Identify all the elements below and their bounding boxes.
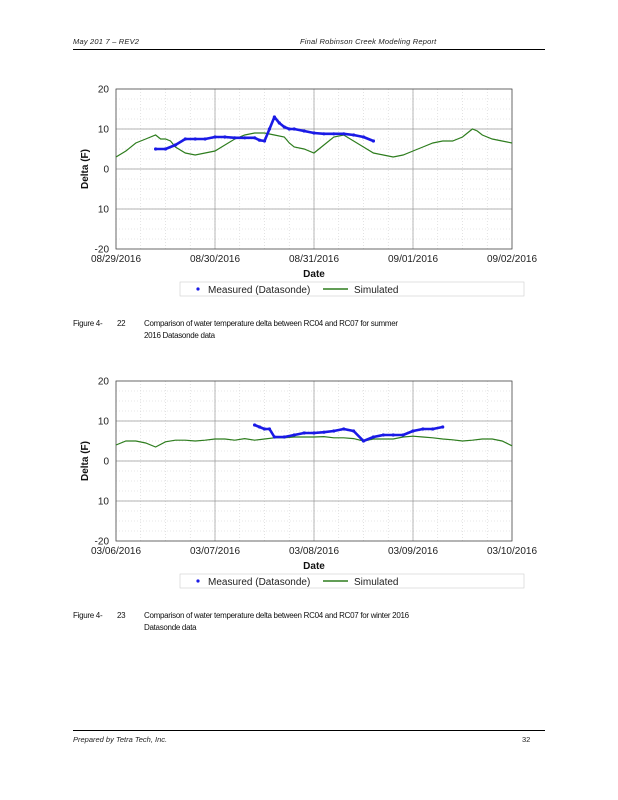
- measured-point: [441, 425, 444, 428]
- measured-point: [263, 427, 266, 430]
- measured-point: [322, 431, 325, 434]
- legend-measured-label: Measured (Datasonde): [208, 285, 311, 296]
- measured-point: [223, 135, 226, 138]
- header-rule: [73, 49, 545, 50]
- caption-number: 22: [117, 319, 126, 328]
- chart-winter-svg: [70, 370, 550, 602]
- measured-point: [268, 427, 271, 430]
- x-tick-label: 09/01/2016: [387, 254, 439, 265]
- page-number: 32: [522, 735, 531, 744]
- x-tick-label: 03/10/2016: [486, 546, 538, 557]
- measured-point: [411, 429, 414, 432]
- x-tick-label: 09/02/2016: [486, 254, 538, 265]
- y-tick-label: -20: [94, 536, 109, 548]
- measured-point: [194, 137, 197, 140]
- measured-point: [332, 429, 335, 432]
- measured-point: [253, 423, 256, 426]
- y-tick-label: 10: [97, 124, 109, 136]
- measured-point: [278, 121, 281, 124]
- measured-point: [322, 132, 325, 135]
- x-tick-label: 08/29/2016: [90, 254, 142, 265]
- y-tick-label: 20: [97, 376, 109, 388]
- measured-point: [258, 139, 261, 142]
- footer-left: Prepared by Tetra Tech, Inc.: [73, 735, 168, 744]
- measured-point: [283, 435, 286, 438]
- measured-point: [372, 139, 375, 142]
- measured-point: [342, 132, 345, 135]
- legend-measured-marker: [196, 579, 199, 582]
- measured-point: [273, 115, 276, 118]
- x-tick-label: 03/09/2016: [387, 546, 439, 557]
- measured-point: [184, 137, 187, 140]
- y-tick-label: 0: [103, 456, 109, 468]
- measured-point: [392, 433, 395, 436]
- y-tick-label: 20: [97, 84, 109, 96]
- measured-point: [303, 431, 306, 434]
- measured-point: [213, 135, 216, 138]
- measured-point: [352, 133, 355, 136]
- x-tick-label: 03/06/2016: [90, 546, 142, 557]
- measured-point: [273, 435, 276, 438]
- measured-point: [402, 433, 405, 436]
- header-title: Final Robinson Creek Modeling Report: [300, 37, 437, 46]
- measured-point: [293, 127, 296, 130]
- caption-label: Figure 4-: [73, 611, 103, 620]
- measured-point: [164, 147, 167, 150]
- y-tick-label: 10: [97, 204, 109, 216]
- measured-point: [154, 147, 157, 150]
- chart-summer-svg: [70, 78, 550, 310]
- x-tick-label: 03/08/2016: [288, 546, 340, 557]
- measured-point: [352, 429, 355, 432]
- y-tick-label: 10: [97, 496, 109, 508]
- measured-point: [421, 427, 424, 430]
- footer-rule: [73, 730, 545, 731]
- legend-simulated-label: Simulated: [354, 285, 399, 296]
- measured-point: [258, 425, 261, 428]
- y-tick-label: 0: [103, 164, 109, 176]
- legend-measured-marker: [196, 287, 199, 290]
- y-tick-label: -20: [94, 244, 109, 256]
- measured-point: [362, 135, 365, 138]
- measured-point: [263, 139, 266, 142]
- measured-point: [312, 131, 315, 134]
- x-axis-title: Date: [303, 561, 325, 572]
- measured-point: [431, 427, 434, 430]
- caption-text: Comparison of water temperature delta between RC04 and RC07 for winter 2016 Datasonde data: [144, 611, 409, 632]
- y-axis-title: Delta (F): [80, 149, 91, 189]
- measured-point: [174, 143, 177, 146]
- measured-point: [382, 433, 385, 436]
- measured-point: [303, 129, 306, 132]
- measured-point: [283, 125, 286, 128]
- x-axis-title: Date: [303, 269, 325, 280]
- measured-point: [204, 137, 207, 140]
- measured-point: [362, 439, 365, 442]
- measured-point: [233, 136, 236, 139]
- measured-point: [268, 127, 271, 130]
- chart-summer: [70, 78, 550, 310]
- measured-point: [332, 132, 335, 135]
- y-axis-title: Delta (F): [80, 441, 91, 481]
- caption-label: Figure 4-: [73, 319, 103, 328]
- measured-point: [293, 433, 296, 436]
- caption-number: 23: [117, 611, 126, 620]
- x-tick-label: 08/31/2016: [288, 254, 340, 265]
- measured-point: [342, 427, 345, 430]
- measured-point: [243, 136, 246, 139]
- measured-point: [372, 435, 375, 438]
- measured-point: [288, 127, 291, 130]
- caption-text: Comparison of water temperature delta between RC04 and RC07 for summer 2016 Datasonde data: [144, 319, 398, 340]
- header-left: May 201 7 – REV2: [73, 37, 140, 46]
- legend-simulated-label: Simulated: [354, 577, 399, 588]
- measured-point: [253, 136, 256, 139]
- measured-point: [312, 431, 315, 434]
- legend-measured-label: Measured (Datasonde): [208, 577, 311, 588]
- y-tick-label: 10: [97, 416, 109, 428]
- x-tick-label: 08/30/2016: [189, 254, 241, 265]
- x-tick-label: 03/07/2016: [189, 546, 241, 557]
- chart-winter: [70, 370, 550, 602]
